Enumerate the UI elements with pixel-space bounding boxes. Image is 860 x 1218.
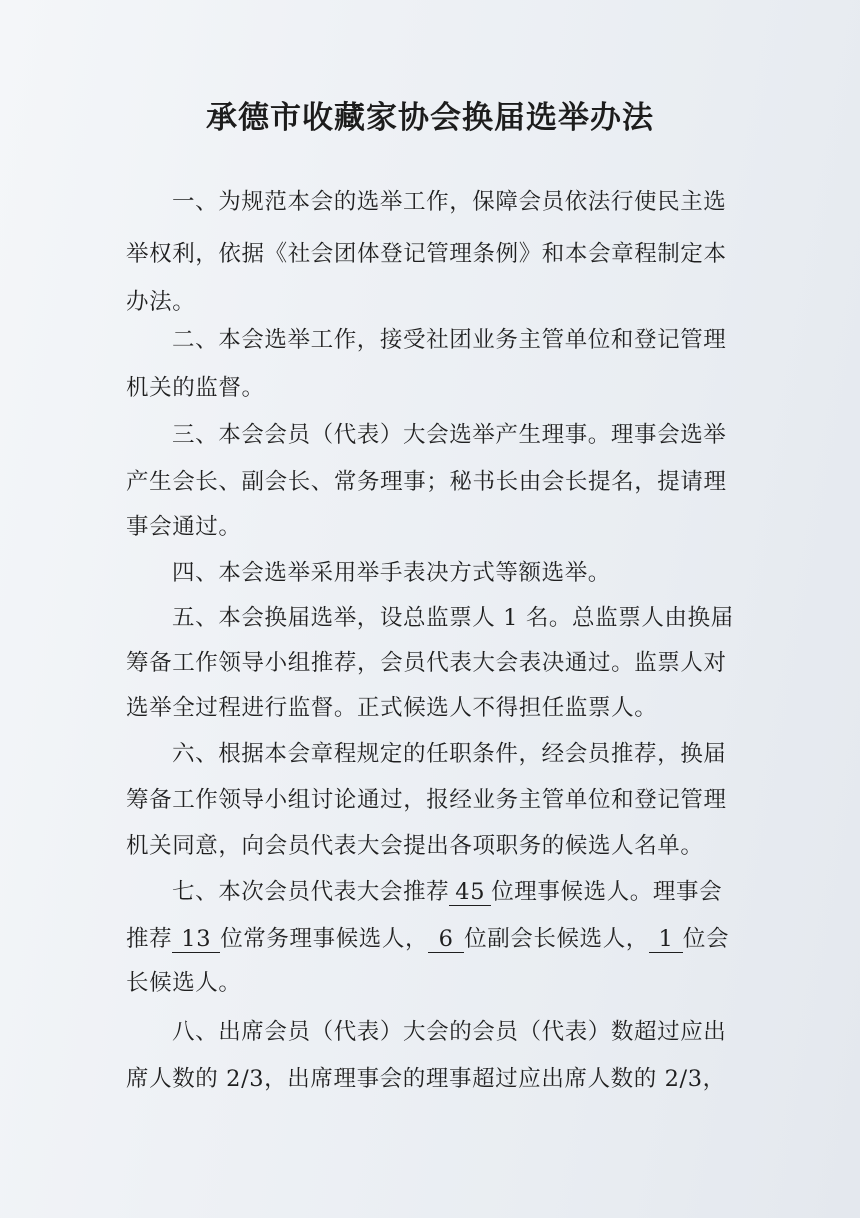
standing-director-candidate-count: 13	[172, 928, 220, 953]
document-title: 承德市收藏家协会换届选举办法	[206, 100, 654, 136]
article-7-text-2c: 位副会长候选人，	[464, 926, 649, 952]
article-6-line-1: 六、根据本会章程规定的任职条件，经会员推荐，换届	[172, 741, 727, 767]
article-4-line-1: 四、本会选举采用举手表决方式等额选举。	[172, 560, 611, 586]
article-7-text-1b: 位理事候选人。理事会	[491, 879, 723, 905]
vice-president-candidate-count: 6	[428, 928, 464, 953]
article-2-line-2: 机关的监督。	[126, 375, 265, 401]
article-1-line-2: 举权利，依据《社会团体登记管理条例》和本会章程制定本	[126, 241, 727, 267]
article-5-line-3: 选举全过程进行监督。正式候选人不得担任监票人。	[126, 695, 658, 721]
article-7-text-2b: 位常务理事候选人，	[220, 926, 429, 952]
article-2-line-1: 二、本会选举工作，接受社团业务主管单位和登记管理	[172, 327, 727, 353]
president-candidate-count: 1	[649, 928, 683, 953]
article-1-line-1: 一、为规范本会的选举工作，保障会员依法行使民主选	[172, 189, 727, 215]
article-7-text-2d: 位会	[682, 926, 730, 952]
article-7-line-2	[126, 921, 729, 953]
article-7-line-1	[172, 874, 722, 906]
article-7-text-2a: 推荐	[126, 926, 173, 952]
article-3-line-1: 三、本会会员（代表）大会选举产生理事。理事会选举	[172, 422, 727, 448]
article-3-line-2: 产生会长、副会长、常务理事；秘书长由会长提名，提请理	[126, 469, 727, 495]
article-7-text-1a: 七、本次会员代表大会推荐	[172, 879, 450, 905]
article-3-line-3: 事会通过。	[126, 514, 242, 540]
article-6-line-2: 筹备工作领导小组讨论通过，报经业务主管单位和登记管理	[126, 787, 727, 813]
article-6-line-3: 机关同意，向会员代表大会提出各项职务的候选人名单。	[126, 833, 704, 859]
council-candidate-count: 45	[449, 881, 491, 906]
article-5-line-1: 五、本会换届选举，设总监票人 1 名。总监票人由换届	[172, 605, 734, 631]
article-7-line-3: 长候选人。	[126, 970, 242, 996]
article-1-line-3: 办法。	[126, 289, 196, 315]
article-5-line-2: 筹备工作领导小组推荐，会员代表大会表决通过。监票人对	[126, 650, 727, 676]
article-8-line-1: 八、出席会员（代表）大会的会员（代表）数超过应出	[172, 1019, 727, 1045]
article-8-line-2: 席人数的 2/3，出席理事会的理事超过应出席人数的 2/3，	[126, 1066, 726, 1092]
